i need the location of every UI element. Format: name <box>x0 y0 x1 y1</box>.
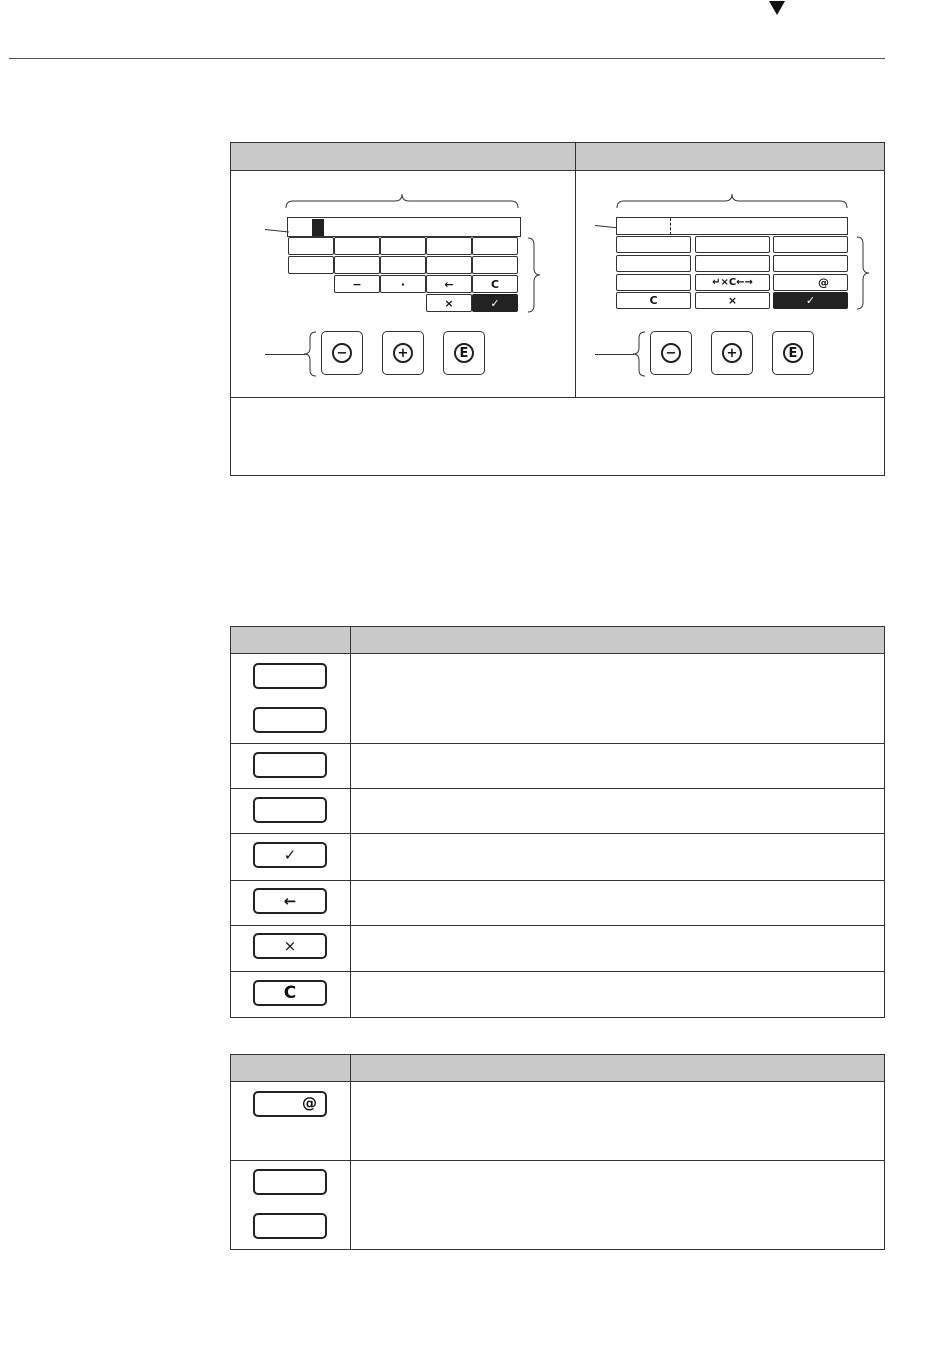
operating-keys-leader <box>265 354 305 355</box>
text-key-r1c3[interactable] <box>773 236 848 253</box>
enter-circle-icon: E <box>454 343 474 363</box>
numeric-input-field[interactable] <box>287 217 521 237</box>
table-row <box>231 789 884 833</box>
cancel-key[interactable]: × <box>695 292 770 309</box>
input-cursor <box>312 219 324 236</box>
table-row <box>231 655 884 743</box>
at-sign-key[interactable]: @ <box>773 274 848 291</box>
numeric-key-r2c5[interactable] <box>472 256 518 274</box>
figure-caption <box>231 398 884 476</box>
table-header-row <box>231 627 884 654</box>
at-icon <box>253 1091 327 1117</box>
input-mask-brace <box>856 236 870 310</box>
blank-key-icon <box>253 707 327 733</box>
blank-key-icon <box>253 797 327 823</box>
minus-circle-icon: − <box>332 343 352 363</box>
table-row <box>231 1083 884 1160</box>
text-key-r1c1[interactable] <box>616 236 691 253</box>
cancel-key[interactable]: × <box>426 294 472 312</box>
text-correction-key[interactable]: ↵×C←→ <box>695 274 770 291</box>
figure-header-divider <box>575 143 576 171</box>
arrow-left-icon: ← <box>253 888 327 914</box>
numeric-key-r1c2[interactable] <box>334 237 380 255</box>
header-divider <box>350 627 351 654</box>
numeric-key-r1c1[interactable] <box>288 237 334 255</box>
checkmark-icon: ✓ <box>253 842 327 868</box>
minus-circle-icon: − <box>661 343 681 363</box>
plus-circle-icon: + <box>722 343 742 363</box>
brand-mark-icon <box>768 0 786 16</box>
numeric-key-r2c4[interactable] <box>426 256 472 274</box>
editor-figure-table <box>230 142 885 476</box>
table-header-row <box>231 1055 884 1082</box>
numeric-key-r2c1[interactable] <box>288 256 334 274</box>
enter-circle-icon: E <box>783 343 803 363</box>
text-editor-panel <box>576 171 885 397</box>
input-field-leader <box>265 229 289 233</box>
minus-sign-key[interactable]: − <box>334 275 380 293</box>
minus-operating-key[interactable] <box>321 331 363 375</box>
table-row <box>231 1161 884 1249</box>
table-row <box>231 881 884 925</box>
input-area-brace <box>616 193 848 209</box>
page-header-rule <box>9 58 885 59</box>
plus-operating-key[interactable] <box>382 331 424 375</box>
blank-key-icon <box>253 663 327 689</box>
numeric-key-r1c4[interactable] <box>426 237 472 255</box>
table-row <box>231 972 884 1017</box>
input-mask-brace <box>527 237 541 313</box>
confirm-key[interactable]: ✓ <box>472 294 518 312</box>
blank-key-icon <box>253 1213 327 1239</box>
input-field-leader <box>595 225 617 228</box>
text-input-field[interactable] <box>616 217 848 235</box>
operating-keys-brace <box>303 331 317 377</box>
clear-key[interactable]: C <box>616 292 691 309</box>
confirm-key[interactable]: ✓ <box>773 292 848 309</box>
text-mask-keys-table <box>230 1054 885 1250</box>
text-key-r1c2[interactable] <box>695 236 770 253</box>
minus-operating-key[interactable] <box>650 331 692 375</box>
numeric-key-r1c3[interactable] <box>380 237 426 255</box>
clear-icon: C <box>253 980 327 1006</box>
at-sign-label: @ <box>302 1094 317 1112</box>
enter-operating-key[interactable] <box>772 331 814 375</box>
operating-keys-leader <box>595 354 634 355</box>
numeric-key-r2c2[interactable] <box>334 256 380 274</box>
text-key-r2c3[interactable] <box>773 255 848 272</box>
table-row <box>231 744 884 788</box>
figure-header-row <box>231 143 884 171</box>
cross-icon: × <box>253 933 327 959</box>
table-row <box>231 926 884 971</box>
blank-key-icon <box>253 752 327 778</box>
enter-operating-key[interactable] <box>443 331 485 375</box>
numeric-key-r1c5[interactable] <box>472 237 518 255</box>
decimal-point-key[interactable]: · <box>380 275 426 293</box>
clear-key[interactable]: C <box>472 275 518 293</box>
blank-key-icon <box>253 1169 327 1195</box>
operating-keys-table <box>230 626 885 1018</box>
backspace-key[interactable]: ← <box>426 275 472 293</box>
input-cursor <box>670 218 671 235</box>
numeric-editor-panel <box>231 171 575 397</box>
text-key-r3c1[interactable] <box>616 274 691 291</box>
table-row <box>231 834 884 880</box>
plus-circle-icon: + <box>393 343 413 363</box>
input-area-brace <box>285 193 519 209</box>
numeric-key-r2c3[interactable] <box>380 256 426 274</box>
header-divider <box>350 1055 351 1082</box>
operating-keys-brace <box>632 331 646 377</box>
text-key-r2c1[interactable] <box>616 255 691 272</box>
plus-operating-key[interactable] <box>711 331 753 375</box>
text-key-r2c2[interactable] <box>695 255 770 272</box>
